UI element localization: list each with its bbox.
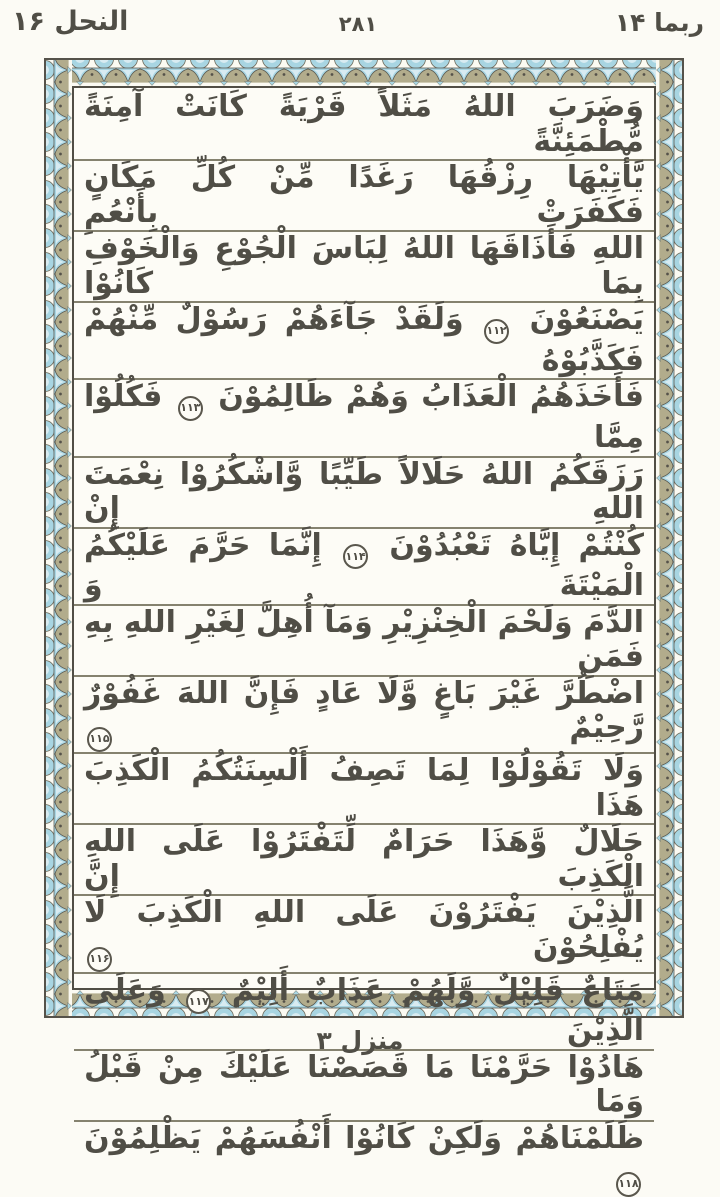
quran-line [74, 232, 654, 303]
quran-line [74, 1122, 654, 1197]
ayah-marker: ۱۱۶ [87, 947, 112, 972]
quran-line [74, 606, 654, 677]
verse-text: يَصْنَعُوْنَ [529, 302, 644, 337]
verse-text: وَعَلَى الَّذِيْنَ [84, 972, 644, 1049]
verse-text: مَتَاعٌ قَلِيْلٌ وَّلَهُمْ عَذَابٌ أَلِيْمٌ [231, 972, 644, 1008]
verse-text: الدَّمَ وَلَحْمَ الْخِنْزِيْرِ وَمَآ أُهِلَّ لِغَيْرِ اللهِ بِهِ فَمَنِ [84, 604, 644, 675]
verse-text: إِنَّمَا حَرَّمَ عَلَيْكُمُ الْمَيْتَةَ وَ [84, 527, 644, 604]
manzil-footer: منزل ۳ [316, 1026, 404, 1055]
ayah-marker: ۱۱۲ [484, 319, 509, 344]
ayah-marker: ۱۱۵ [87, 727, 112, 752]
quran-line [74, 161, 654, 232]
verse-text: حَلَالٌ وَّهَذَا حَرَامٌ لِّتَفْتَرُوْا عَلَى اللهِ الْكَذِبَ إِنَّ [84, 824, 644, 894]
quran-line [74, 90, 654, 161]
quran-line [74, 896, 654, 973]
quran-line [74, 1051, 654, 1122]
verse-text: رَزَقَكُمُ اللهُ حَلَالاً طَيِّبًا وَّاشْكُرُوْا نِعْمَتَ اللهِ إِنْ [84, 456, 644, 527]
quran-line [74, 380, 654, 457]
verse-text: هَادُوْا حَرَّمْنَا مَا قَصَصْنَا عَلَيْكَ مِنْ قَبْلُ وَمَا [84, 1049, 644, 1120]
ayah-marker: ۱۱۳ [178, 396, 203, 421]
ayah-marker: ۱۱۷ [186, 989, 211, 1014]
verse-text: يَّأْتِيْهَا رِزْقُهَا رَغَدًا مِّنْ كُلِّ مَكَانٍ فَكَفَرَتْ بِأَنْعُمِ [84, 160, 644, 230]
page-header [12, 6, 704, 52]
ayah-marker: ۱۱۴ [343, 544, 368, 569]
verse-text: فَكُلُوْا مِمَّا [84, 379, 644, 456]
quran-line [74, 303, 654, 380]
quran-line [74, 677, 654, 754]
surah-title: النحل ۱۶ [12, 6, 129, 37]
verse-text: ظَلَمْنَاهُمْ وَلَكِنْ كَانُوْا أَنْفُسَهُمْ يَظْلِمُوْنَ [84, 1120, 644, 1156]
verse-text: وَلَا تَقُوْلُوْا لِمَا تَصِفُ أَلْسِنَتُكُمُ الْكَذِبَ هَذَا [84, 753, 644, 823]
quran-line [74, 529, 654, 606]
quran-line [74, 754, 654, 825]
quran-line [74, 458, 654, 529]
verse-text: وَلَقَدْ جَآءَهُمْ رَسُوْلٌ مِّنْهُمْ فَكَذَّبُوْهُ [84, 302, 644, 378]
verse-text: وَضَرَبَ اللهُ مَثَلاً قَرْيَةً كَانَتْ آمِنَةً مُّطْمَئِنَّةً [84, 89, 644, 159]
verse-text: اللهِ فَأَذَاقَهَا اللهُ لِبَاسَ الْجُوْعِ وَالْخَوْفِ بِمَا كَانُوْا [84, 231, 644, 301]
ayah-marker: ۱۱۸ [616, 1172, 641, 1197]
quran-line [74, 825, 654, 896]
verse-text: كُنْتُمْ إِيَّاهُ تَعْبُدُوْنَ [389, 527, 645, 563]
page-number: ۲۸۱ [338, 12, 378, 36]
juz-title: ربما ۱۴ [614, 8, 705, 37]
verse-text: فَأَخَذَهُمُ الْعَذَابُ وَهُمْ ظَالِمُوْنَ [218, 379, 644, 415]
verse-text: الَّذِيْنَ يَفْتَرُوْنَ عَلَى اللهِ الْكَذِبَ لَا يُفْلِحُوْنَ [84, 895, 644, 965]
verse-text: اضْطُرَّ غَيْرَ بَاغٍ وَّلَا عَادٍ فَإِنَّ اللهَ غَفُوْرٌ رَّحِيْمٌ [84, 675, 644, 746]
